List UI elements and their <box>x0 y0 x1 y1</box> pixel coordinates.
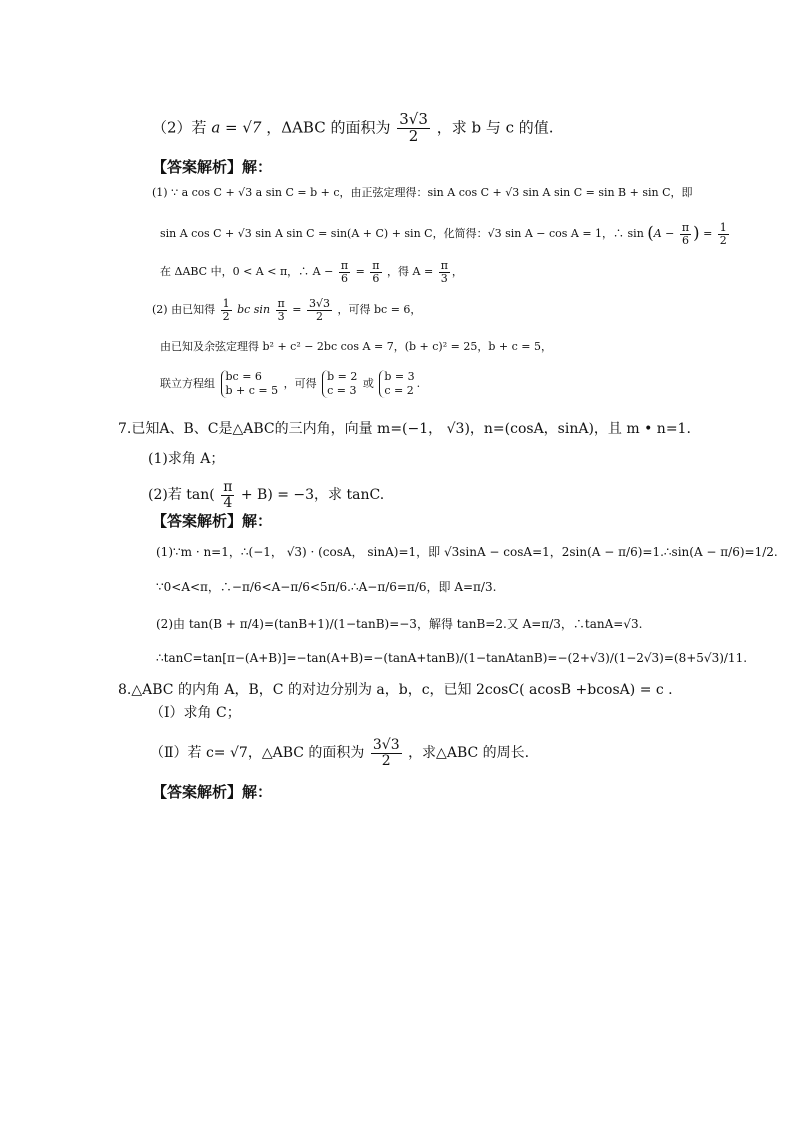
sol6-line4-bc: bc sin <box>237 303 271 317</box>
q8-part2-suffix: ，求△ABC 的周长. <box>408 745 530 762</box>
sol6-line2: sin A cos C + √3 sin A sin C = sin(A + C) + sin C，化简得：√3 sin A − cos A = 1，∴ sin (A − $\frac{\pi}{6}$ ) = $\frac{1}{2}$ <box>160 221 727 247</box>
q8-part2 <box>150 738 529 768</box>
sol6-system-2 <box>322 370 357 398</box>
q8-area-den: 2 <box>381 752 391 769</box>
sol6-pi6-fraction <box>680 222 691 246</box>
p6-area-fraction <box>397 112 430 145</box>
sol6-line4: (2) 由已知得 $\frac{1}{2}$ bc sin $\frac{\pi}{3}$ = $\frac{3√3}{2}$ ，可得 bc = 6， <box>152 297 422 323</box>
sol6-line6-or: 或 <box>362 376 374 390</box>
answer-label-6: 【答案解析】解： <box>152 158 273 176</box>
sys1-row1: bc = 6 <box>225 370 262 383</box>
sys3-row2: c = 2 <box>384 383 414 397</box>
sol6-line1: (1) ∵ a cos C + √3 a sin C = b + c，由正弦定理得：sin A cos C + √3 sin A sin C = sin B + sin C，即 <box>152 186 693 199</box>
q7-stem: 7.已知A、B、C是△ABC的三内角，向量 m=(−1， √3)，n=(cosA，sinA)，且 m • n=1. <box>118 421 691 437</box>
sol6-pi3-fraction: $\frac{\pi}{3}$ <box>440 259 448 285</box>
answer-label-8: 【答案解析】解： <box>152 783 273 801</box>
sol6-line3-result: ，得 A = <box>387 265 434 279</box>
p6-part2-mid: ，ΔABC 的面积为 <box>266 118 391 137</box>
sol6-line4-text: (2) 由已知得 <box>152 303 216 317</box>
p6-part2-line <box>152 112 554 145</box>
q8-stem: 8.△ABC 的内角 A，B，C 的对边分别为 a，b，c，已知 2cosC( acosB +bcosA) = c . <box>118 682 673 698</box>
sol6-pi: π <box>681 221 690 234</box>
q7-pi: π <box>223 479 233 495</box>
p6-area-den: 2 <box>408 126 419 145</box>
sol7-line1: (1)∵m · n=1，∴(−1， √3) · (cosA， sinA)=1，即 √3sinA − cosA=1，2sin(A − π/6)=1.∴sin(A − π/6)=1/2. <box>156 545 778 559</box>
sys3-row1: b = 3 <box>384 370 415 383</box>
sol6-line6-end: . <box>416 376 421 390</box>
sol6-two: 2 <box>719 233 727 247</box>
q8-part1: （Ⅰ）求角 C； <box>150 705 241 721</box>
q7-part2 <box>148 480 384 510</box>
sol6-line2-text: sin A cos C + √3 sin A sin C = sin(A + C) + sin C，化简得：√3 sin A − cos A = 1，∴ sin <box>160 227 644 241</box>
sol6-line5: 由已知及余弦定理得 b² + c² − 2bc cos A = 7，(b + c)² = 25，b + c = 5， <box>160 340 552 353</box>
q7-part1: (1)求角 A； <box>148 451 225 467</box>
sol6-line3-text: 在 ΔABC 中，0 < A < π，∴ A − <box>160 265 334 279</box>
sol6-three: 3 <box>440 271 448 285</box>
sol6-line6 <box>160 370 420 398</box>
sol6-line6-mid: ，可得 <box>283 376 317 390</box>
sol7-line2: ∵0<A<π，∴−π/6<A−π/6<5π/6.∴A−π/6=π/6，即 A=π/3. <box>156 580 497 594</box>
q8-part2-prefix: （Ⅱ）若 c= √7，△ABC 的面积为 <box>150 745 365 762</box>
sol6-one: 1 <box>719 221 727 234</box>
p6-part2-a-eq: a = √7 <box>211 118 262 137</box>
sol6-line6-text: 联立方程组 <box>160 376 215 390</box>
sol6-system-1 <box>221 370 279 398</box>
sol6-line4-result: ，可得 bc = 6， <box>337 303 422 317</box>
sol6-system-3 <box>379 370 414 398</box>
sys2-row2: c = 3 <box>327 383 357 397</box>
q7-part2-prefix: (2)若 tan( <box>148 487 215 504</box>
sol6-line3: 在 ΔABC 中，0 < A < π，∴ A − $\frac{\pi}{6}$ = $\frac{\pi}{6}$ ，得 A = $\frac{\pi}{3}$ ， <box>160 259 463 285</box>
sol6-six: 6 <box>682 233 690 247</box>
sol6-half-fraction <box>718 222 729 246</box>
answer-label-7: 【答案解析】解： <box>152 512 273 530</box>
q7-part2-suffix: + B) = −3，求 tanC. <box>240 487 385 504</box>
p6-part2-prefix: （2）若 <box>152 118 212 137</box>
sys2-row1: b = 2 <box>327 370 358 383</box>
sol7-line4: ∴tanC=tan[π−(A+B)]=−tan(A+B)=−(tanA+tanB)/(1−tanAtanB)=−(2+√3)/(1−2√3)=(8+5√3)/11. <box>156 651 748 665</box>
sol7-line3: (2)由 tan(B + π/4)=(tanB+1)/(1−tanB)=−3，解得 tanB=2.又 A=π/3，∴tanA=√3. <box>156 617 643 631</box>
q7-four: 4 <box>223 494 233 511</box>
p6-area-num: 3√3 <box>399 110 428 128</box>
q8-area-num: 3√3 <box>372 737 400 753</box>
p6-part2-suffix: ，求 b 与 c 的值. <box>436 118 554 137</box>
sys1-row2: b + c = 5 <box>225 383 279 397</box>
q8-area-fraction <box>371 738 402 768</box>
q7-pi4-fraction <box>221 480 234 510</box>
